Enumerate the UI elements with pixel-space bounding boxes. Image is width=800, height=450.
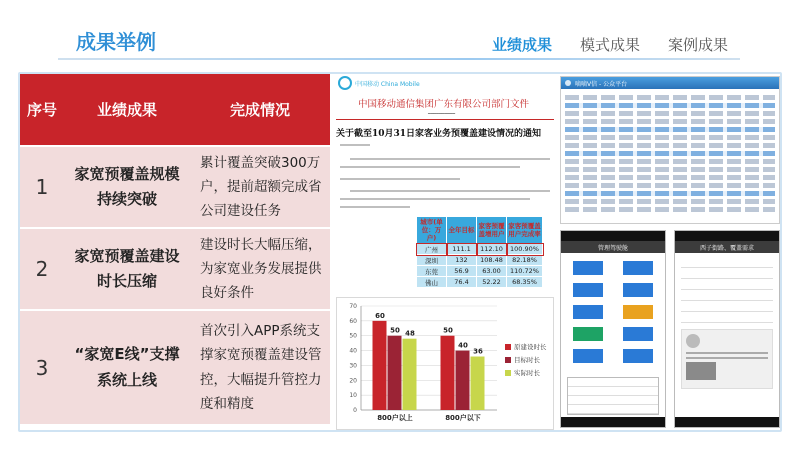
column-header-number: 序号	[20, 74, 64, 146]
flow-node	[623, 349, 653, 363]
text-line	[340, 206, 410, 208]
pc-title-bar	[561, 77, 779, 89]
document-red-rule	[336, 119, 554, 120]
detail-row	[681, 304, 773, 312]
flow-node	[573, 327, 603, 341]
list-item	[565, 167, 775, 172]
phone-nav-bar	[561, 417, 665, 427]
phone-status-bar	[675, 231, 779, 241]
coverage-cell: 广州	[417, 244, 447, 255]
tab-bar	[492, 34, 728, 55]
notice-document-image	[336, 74, 554, 294]
list-item	[565, 199, 775, 204]
data-label: 36	[473, 347, 483, 356]
detail-row	[681, 271, 773, 279]
text-line	[340, 166, 520, 168]
app-logo-icon	[565, 80, 571, 86]
list-item	[565, 119, 775, 124]
row-number: 2	[20, 228, 64, 310]
china-mobile-logo	[338, 76, 420, 90]
text-line	[686, 357, 768, 359]
flow-node	[623, 261, 653, 275]
results-table	[20, 74, 330, 424]
summary-table	[567, 377, 659, 415]
tab-performance-results[interactable]: 业绩成果	[491, 36, 552, 54]
avatar	[686, 334, 700, 348]
legend-item	[505, 353, 547, 366]
bar	[403, 339, 417, 410]
coverage-cell: 68.35%	[507, 277, 543, 288]
bar	[388, 336, 402, 410]
phone1-app-bar: 管理驾驶舱	[561, 241, 665, 253]
comment-card	[681, 329, 773, 389]
legend-swatch	[505, 357, 511, 363]
coverage-cell: 52.22	[477, 277, 507, 288]
row-number: 1	[20, 146, 64, 228]
detail-fields	[675, 253, 779, 323]
data-label: 50	[443, 326, 453, 335]
text-line	[340, 144, 370, 146]
data-label: 60	[375, 311, 385, 320]
pc-data-list	[561, 89, 779, 221]
bar	[456, 351, 470, 410]
list-item	[565, 95, 775, 100]
row-detail: 首次引入APP系统支撑家宽预覆盖建设管控，大幅提升管控力度和精度	[190, 310, 330, 424]
logo-text: 中国移动 China Mobile	[355, 80, 420, 88]
coverage-row	[417, 277, 543, 288]
y-tick-label: 60	[349, 317, 357, 325]
phone-status-bar	[561, 231, 665, 241]
coverage-cell: 110.72%	[507, 266, 543, 277]
detail-row	[681, 260, 773, 268]
coverage-header: 家客预覆盖增用户	[477, 217, 507, 244]
legend-label: 目标时长	[514, 356, 540, 364]
coverage-row	[417, 255, 543, 266]
x-tick-label: 800户以下	[445, 414, 481, 422]
coverage-row	[417, 244, 543, 255]
y-tick-label: 30	[349, 362, 357, 370]
detail-row	[681, 293, 773, 301]
text-line	[686, 352, 768, 354]
list-item	[565, 191, 775, 196]
list-item	[565, 111, 775, 116]
header-divider	[58, 58, 740, 60]
row-result: “家宽E线”支撑系统上线	[64, 310, 190, 424]
flow-node	[573, 261, 603, 275]
row-detail: 建设时长大幅压缩，为家宽业务发展提供良好条件	[190, 228, 330, 310]
document-org: 中国移动通信集团广东有限公司部门文件	[358, 99, 530, 110]
column-header-detail: 完成情况	[190, 74, 330, 146]
list-item	[565, 103, 775, 108]
y-tick-label: 70	[349, 303, 357, 310]
bar	[471, 357, 485, 410]
bar	[441, 336, 455, 410]
coverage-cell: 76.4	[447, 277, 477, 288]
list-item	[565, 135, 775, 140]
legend-swatch	[505, 344, 511, 350]
row-result: 家宽预覆盖建设时长压缩	[64, 228, 190, 310]
phone-nav-bar	[675, 417, 779, 427]
duration-bar-chart	[336, 297, 554, 430]
list-item	[565, 207, 775, 212]
text-line	[350, 158, 550, 160]
row-number: 3	[20, 310, 64, 424]
row-detail: 累计覆盖突破300万户，提前超额完成省公司建设任务	[190, 146, 330, 228]
coverage-header: 全年目标	[447, 217, 477, 244]
text-line	[340, 178, 460, 180]
list-item	[565, 127, 775, 132]
coverage-cell: 108.48	[477, 255, 507, 266]
tab-case-results[interactable]: 案例成果	[667, 36, 728, 54]
flow-node	[573, 349, 603, 363]
coverage-cell: 100.90%	[507, 244, 543, 255]
coverage-cell: 东莞	[417, 266, 447, 277]
list-item	[565, 159, 775, 164]
data-label: 40	[458, 341, 468, 350]
table-row	[20, 310, 330, 424]
table-row	[20, 146, 330, 228]
legend-label: 原建设时长	[514, 343, 547, 351]
y-tick-label: 0	[353, 407, 357, 414]
table-row	[20, 228, 330, 310]
flow-node	[623, 305, 653, 319]
legend-item	[505, 366, 547, 379]
coverage-cell: 深圳	[417, 255, 447, 266]
text-line	[350, 190, 550, 192]
bar	[373, 321, 387, 410]
legend-item	[505, 340, 547, 353]
coverage-cell: 112.10	[477, 244, 507, 255]
coverage-row	[417, 266, 543, 277]
coverage-header: 城市(单位：万户)	[417, 217, 447, 244]
coverage-cell: 82.18%	[507, 255, 543, 266]
data-label: 50	[390, 326, 400, 335]
y-tick-label: 50	[349, 332, 357, 340]
y-tick-label: 20	[349, 377, 357, 385]
page-title: 成果举例	[76, 30, 156, 54]
chart-legend	[505, 340, 547, 379]
china-mobile-logo-icon	[338, 76, 352, 90]
detail-row	[681, 282, 773, 290]
coverage-cell: 111.1	[447, 244, 477, 255]
coverage-cell: 佛山	[417, 277, 447, 288]
y-tick-label: 40	[349, 347, 357, 355]
x-tick-label: 800户以上	[377, 414, 413, 422]
row-result: 家宽预覆盖规模持续突破	[64, 146, 190, 228]
flow-node	[573, 283, 603, 297]
flow-node	[573, 305, 603, 319]
phone-detail-screenshot	[674, 230, 780, 428]
pc-platform-screenshot	[560, 76, 780, 224]
coverage-cell: 56.9	[447, 266, 477, 277]
column-header-result: 业绩成果	[64, 74, 190, 146]
coverage-cell: 132	[447, 255, 477, 266]
phone-dashboard-screenshot	[560, 230, 666, 428]
document-number-line: ━━━━━━━━━━	[428, 112, 456, 117]
photo-thumbnail	[686, 362, 716, 380]
y-tick-label: 10	[349, 392, 357, 400]
coverage-cell: 63.00	[477, 266, 507, 277]
document-title: 关于截至10月31日家客业务预覆盖建设情况的通知	[336, 129, 542, 139]
list-item	[565, 143, 775, 148]
tab-model-results[interactable]: 模式成果	[579, 36, 640, 54]
coverage-header: 家客预覆盖用户完成率	[507, 217, 543, 244]
legend-swatch	[505, 370, 511, 376]
flow-node	[623, 327, 653, 341]
text-line	[340, 198, 530, 200]
list-item	[565, 151, 775, 156]
list-item	[565, 183, 775, 188]
detail-row	[681, 315, 773, 323]
coverage-table	[416, 216, 543, 288]
legend-label: 实际时长	[514, 369, 540, 377]
list-item	[565, 175, 775, 180]
flow-node	[623, 283, 653, 297]
table-header-row	[20, 74, 330, 146]
pc-title: 嘀嘀V信 - 公众平台	[575, 80, 628, 88]
data-label: 48	[405, 329, 415, 338]
phone2-app-bar: 西子街路、覆盖需求	[675, 241, 779, 253]
